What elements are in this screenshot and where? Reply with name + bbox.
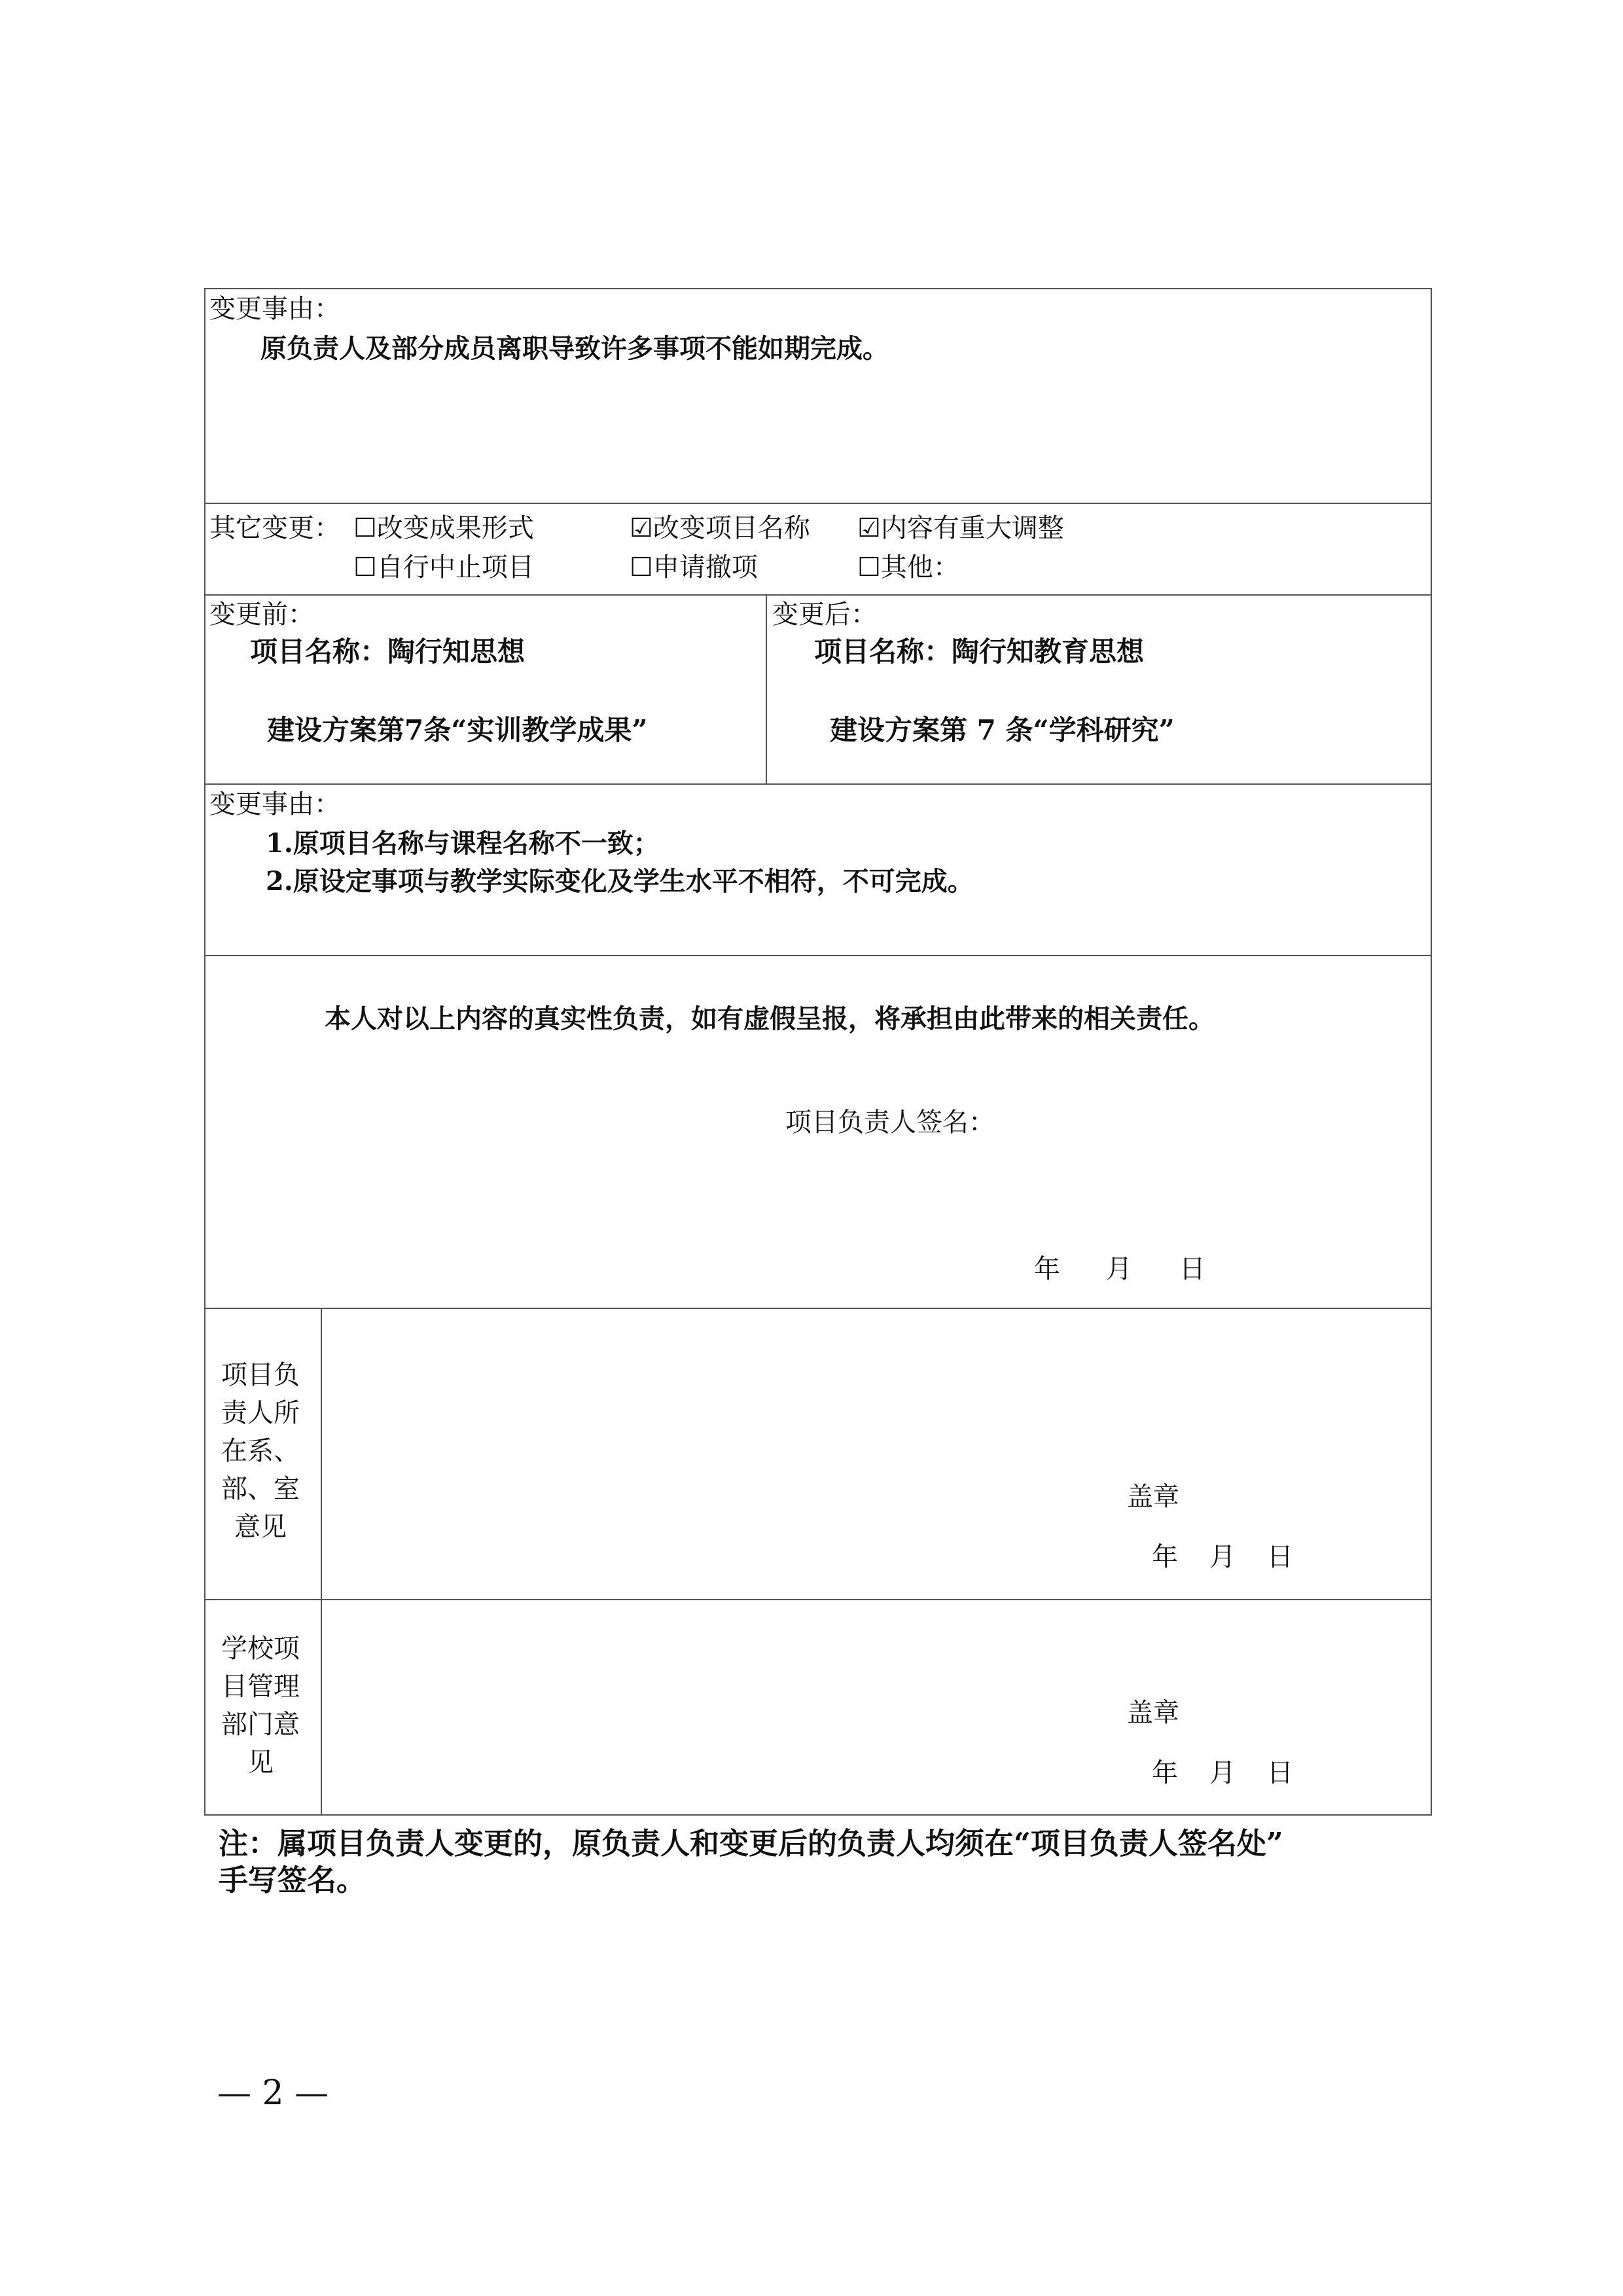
- option-label: 改变项目名称: [652, 513, 810, 543]
- date-year: 年: [1034, 1254, 1060, 1284]
- reason-item: 2.原设定事项与教学实际变化及学生水平不相符，不可完成。: [266, 866, 974, 897]
- note-line-2: 手写签名。: [219, 1863, 366, 1897]
- date-month: 月: [1209, 1542, 1236, 1572]
- reason-label: 变更事由：: [209, 294, 340, 324]
- date-day: 日: [1179, 1254, 1205, 1284]
- checkbox-unchecked-icon: ☐: [353, 552, 377, 583]
- reason-label: 变更事由：: [209, 789, 340, 819]
- note-line-1: 注：属项目负责人变更的，原负责人和变更后的负责人均须在“项目负责人签名处”: [219, 1826, 1283, 1861]
- date-month: 月: [1209, 1758, 1236, 1788]
- date-day: 日: [1267, 1758, 1293, 1788]
- date-day: 日: [1267, 1542, 1293, 1572]
- before-label: 变更前：: [209, 600, 314, 630]
- signature-field[interactable]: [1034, 1106, 1361, 1139]
- option-major-content-adjustment[interactable]: [857, 512, 1064, 545]
- after-label: 变更后：: [772, 600, 877, 630]
- checkbox-unchecked-icon: ☐: [857, 552, 881, 583]
- before-project-name: 项目名称：陶行知思想: [250, 636, 526, 668]
- before-plan: 建设方案第7条“实训教学成果”: [267, 714, 648, 746]
- signature-label: 项目负责人签名：: [785, 1107, 995, 1138]
- dept-opinion-field[interactable]: [327, 1312, 1427, 1593]
- reason-text: 原负责人及部分成员离职导致许多事项不能如期完成。: [260, 333, 889, 364]
- checkbox-unchecked-icon: ☐: [630, 552, 653, 583]
- checkbox-checked-icon: ☑: [857, 513, 881, 543]
- school-opinion-label: 学校项 目管理 部门意 见: [221, 1634, 300, 1778]
- page-number: — 2 —: [217, 2073, 329, 2113]
- option-change-project-name[interactable]: [630, 512, 810, 545]
- other-changes-label: 其它变更：: [209, 513, 340, 543]
- date-month: 月: [1106, 1254, 1132, 1284]
- option-label: 内容有重大调整: [880, 513, 1064, 543]
- option-label: 改变成果形式: [376, 513, 534, 543]
- checkbox-unchecked-icon: ☐: [353, 513, 377, 543]
- option-label: 申请撤项: [652, 552, 758, 583]
- option-other[interactable]: [857, 551, 959, 584]
- date-year: 年: [1152, 1758, 1178, 1788]
- option-apply-withdraw[interactable]: [630, 551, 758, 584]
- option-label: 自行中止项目: [376, 552, 534, 583]
- option-change-result-form[interactable]: [353, 512, 534, 545]
- checkbox-checked-icon: ☑: [630, 513, 653, 543]
- reason-item: 1.原项目名称与课程名称不一致；: [266, 828, 660, 859]
- after-project-name: 项目名称：陶行知教育思想: [814, 636, 1145, 668]
- date-year: 年: [1152, 1542, 1178, 1572]
- after-plan: 建设方案第 7 条“学科研究”: [830, 714, 1175, 746]
- seal-label: 盖章: [1127, 1482, 1179, 1512]
- school-opinion-field[interactable]: [327, 1604, 1427, 1810]
- option-label: 其他：: [880, 552, 959, 583]
- dept-opinion-label: 项目负 责人所 在系、 部、室 意见: [221, 1360, 300, 1542]
- seal-label: 盖章: [1127, 1698, 1179, 1728]
- option-self-terminate[interactable]: [353, 551, 534, 584]
- declaration-text: 本人对以上内容的真实性负责，如有虚假呈报，将承担由此带来的相关责任。: [325, 1003, 1215, 1034]
